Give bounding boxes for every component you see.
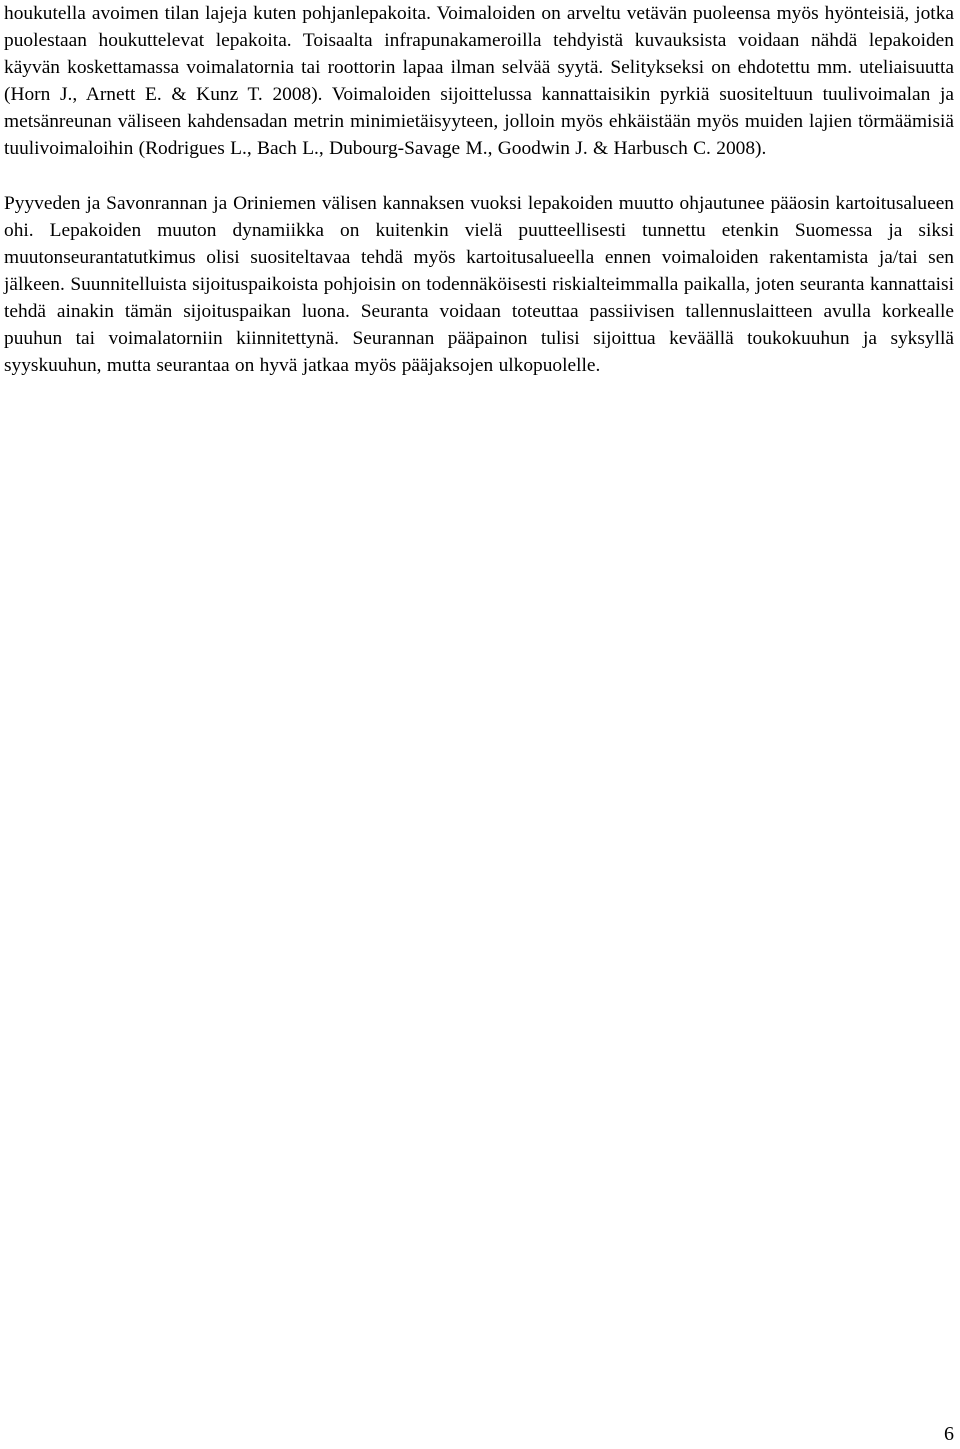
document-page — [4, 0, 954, 379]
paragraph-migration-monitoring: Pyyveden ja Savonrannan ja Oriniemen välisen kannaksen vuoksi lepakoiden muutto ohjautunee pääosin kartoitusalueen ohi. Lepakoiden muuton dynamiikka on kuitenkin vielä puutteellisesti tunnettu etenkin Suomessa ja siksi muutonseurantatutkimus olisi suositeltavaa tehdä myös kartoitusalueella ennen voimaloiden rakentamista ja/tai sen jälkeen. Suunnitelluista sijoituspaikoista pohjoisin on todennäköisesti riskialteimmalla paikalla, joten seuranta kannattaisi tehdä ainakin tämän sijoituspaikan luona. Seuranta voidaan toteuttaa passiivisen tallennuslaitteen avulla korkealle puuhun tai voimalatorniin kiinnitettynä. Seurannan pääpainon tulisi sijoittua keväällä toukokuuhun ja syksyllä syyskuuhun, mutta seurantaa on hyvä jatkaa myös pääjaksojen ulkopuolelle. — [4, 192, 954, 377]
paragraph-bats-wind-turbines: houkutella avoimen tilan lajeja kuten pohjanlepakoita. Voimaloiden on arveltu vetävän puoleensa myös hyönteisiä, jotka puolestaan houkuttelevat lepakoita. Toisaalta infrapunakameroilla tehdyistä kuvauksista voidaan nähdä lepakoiden käyvän koskettamassa voimalatornia tai roottorin lapaa ilman selvää syytä. Selitykseksi on ehdotettu mm. uteliaisuutta (Horn J., Arnett E. & Kunz T. 2008). Voimaloiden sijoittelussa kannattaisikin pyrkiä suositeltuun tuulivoimalan ja metsänreunan väliseen kahdensadan metrin minimietäisyyteen, jolloin myös ehkäistään myös muiden lajien törmäämisiä tuulivoimaloihin (Rodrigues L., Bach L., Dubourg-Savage M., Goodwin J. & Harbusch C. 2008). — [4, 3, 954, 160]
page-number: 6 — [944, 1423, 954, 1445]
